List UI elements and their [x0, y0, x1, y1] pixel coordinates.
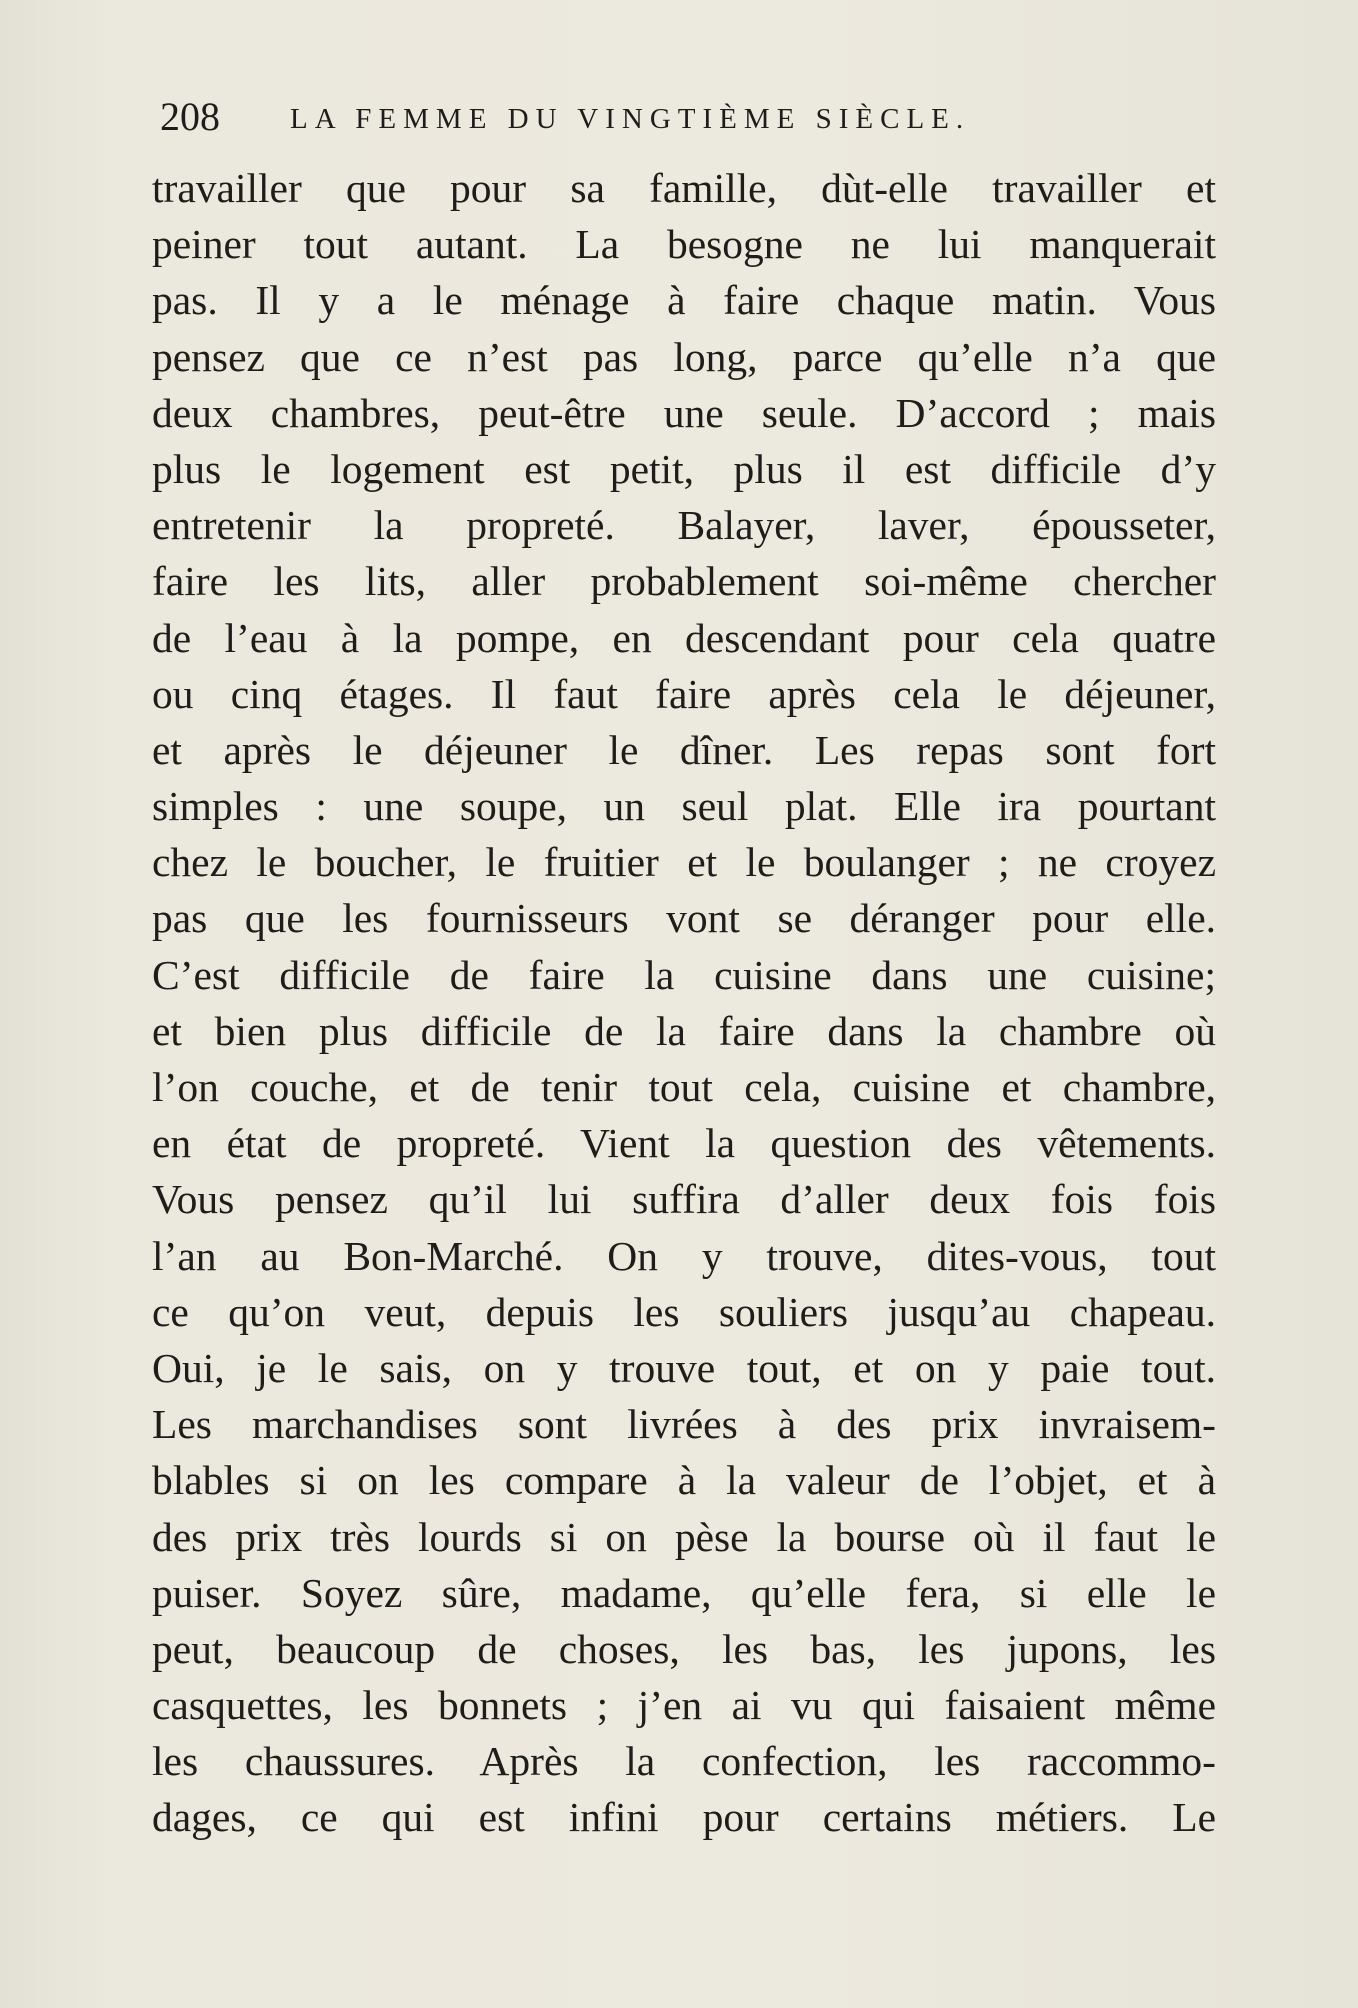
text-line: travailler que pour sa famille, dùt-elle travailler et — [152, 165, 1216, 211]
text-line: deux chambres, peut-être une seule. D’accord ; mais — [152, 389, 1216, 436]
text-line: entretenir la propreté. Balayer, laver, épousseter, — [152, 502, 1216, 549]
text-line: C’est difficile de faire la cuisine dans une cuisine; — [152, 951, 1216, 998]
text-line: Vous pensez qu’il lui suffira d’aller deux fois fois — [152, 1176, 1216, 1223]
text-line: casquettes, les bonnets ; j’en ai vu qui faisaient même — [152, 1682, 1216, 1729]
body-text — [152, 160, 1216, 1846]
text-line: l’an au Bon-Marché. On y trouve, dites-vous, tout — [152, 1232, 1216, 1279]
text-line: ce qu’on veut, depuis les souliers jusqu’au chapeau. — [152, 1288, 1216, 1335]
text-line: simples : une soupe, un seul plat. Elle ira pourtant — [152, 783, 1216, 830]
text-line: puiser. Soyez sûre, madame, qu’elle fera, si elle le — [152, 1569, 1216, 1616]
text-line: de l’eau à la pompe, en descendant pour cela quatre — [152, 614, 1216, 661]
text-line: et après le déjeuner le dîner. Les repas sont fort — [152, 726, 1216, 773]
text-line: dages, ce qui est infini pour certains métiers. Le — [152, 1794, 1216, 1841]
text-line: les chaussures. Après la confection, les raccommo- — [152, 1738, 1216, 1785]
text-line: chez le boucher, le fruitier et le boulanger ; ne croyez — [152, 839, 1216, 886]
text-line: et bien plus difficile de la faire dans la chambre où — [152, 1007, 1216, 1054]
page-number: 208 — [160, 94, 220, 139]
text-line: faire les lits, aller probablement soi-même chercher — [152, 558, 1216, 605]
text-line: ou cinq étages. Il faut faire après cela le déjeuner, — [152, 670, 1216, 717]
text-line: Oui, je le sais, on y trouve tout, et on y paie tout. — [152, 1344, 1216, 1391]
text-line: peut, beaucoup de choses, les bas, les jupons, les — [152, 1625, 1216, 1672]
text-line: plus le logement est petit, plus il est difficile d’y — [152, 445, 1216, 492]
book-title: LA FEMME DU VINGTIÈME SIÈCLE. — [290, 103, 971, 135]
text-line: blables si on les compare à la valeur de l’objet, et à — [152, 1457, 1216, 1504]
text-line: pas. Il y a le ménage à faire chaque matin. Vous — [152, 277, 1216, 324]
text-line: en état de propreté. Vient la question des vêtements. — [152, 1120, 1216, 1167]
text-line: pas que les fournisseurs vont se déranger pour elle. — [152, 895, 1216, 942]
text-line: Les marchandises sont livrées à des prix invraisem- — [152, 1401, 1216, 1448]
running-head — [160, 92, 1220, 142]
text-line: peiner tout autant. La besogne ne lui manquerait — [152, 221, 1216, 268]
text-line: l’on couche, et de tenir tout cela, cuisine et chambre, — [152, 1064, 1216, 1110]
text-line: pensez que ce n’est pas long, parce qu’elle n’a que — [152, 333, 1216, 380]
text-line: des prix très lourds si on pèse la bourse où il faut le — [152, 1513, 1216, 1560]
